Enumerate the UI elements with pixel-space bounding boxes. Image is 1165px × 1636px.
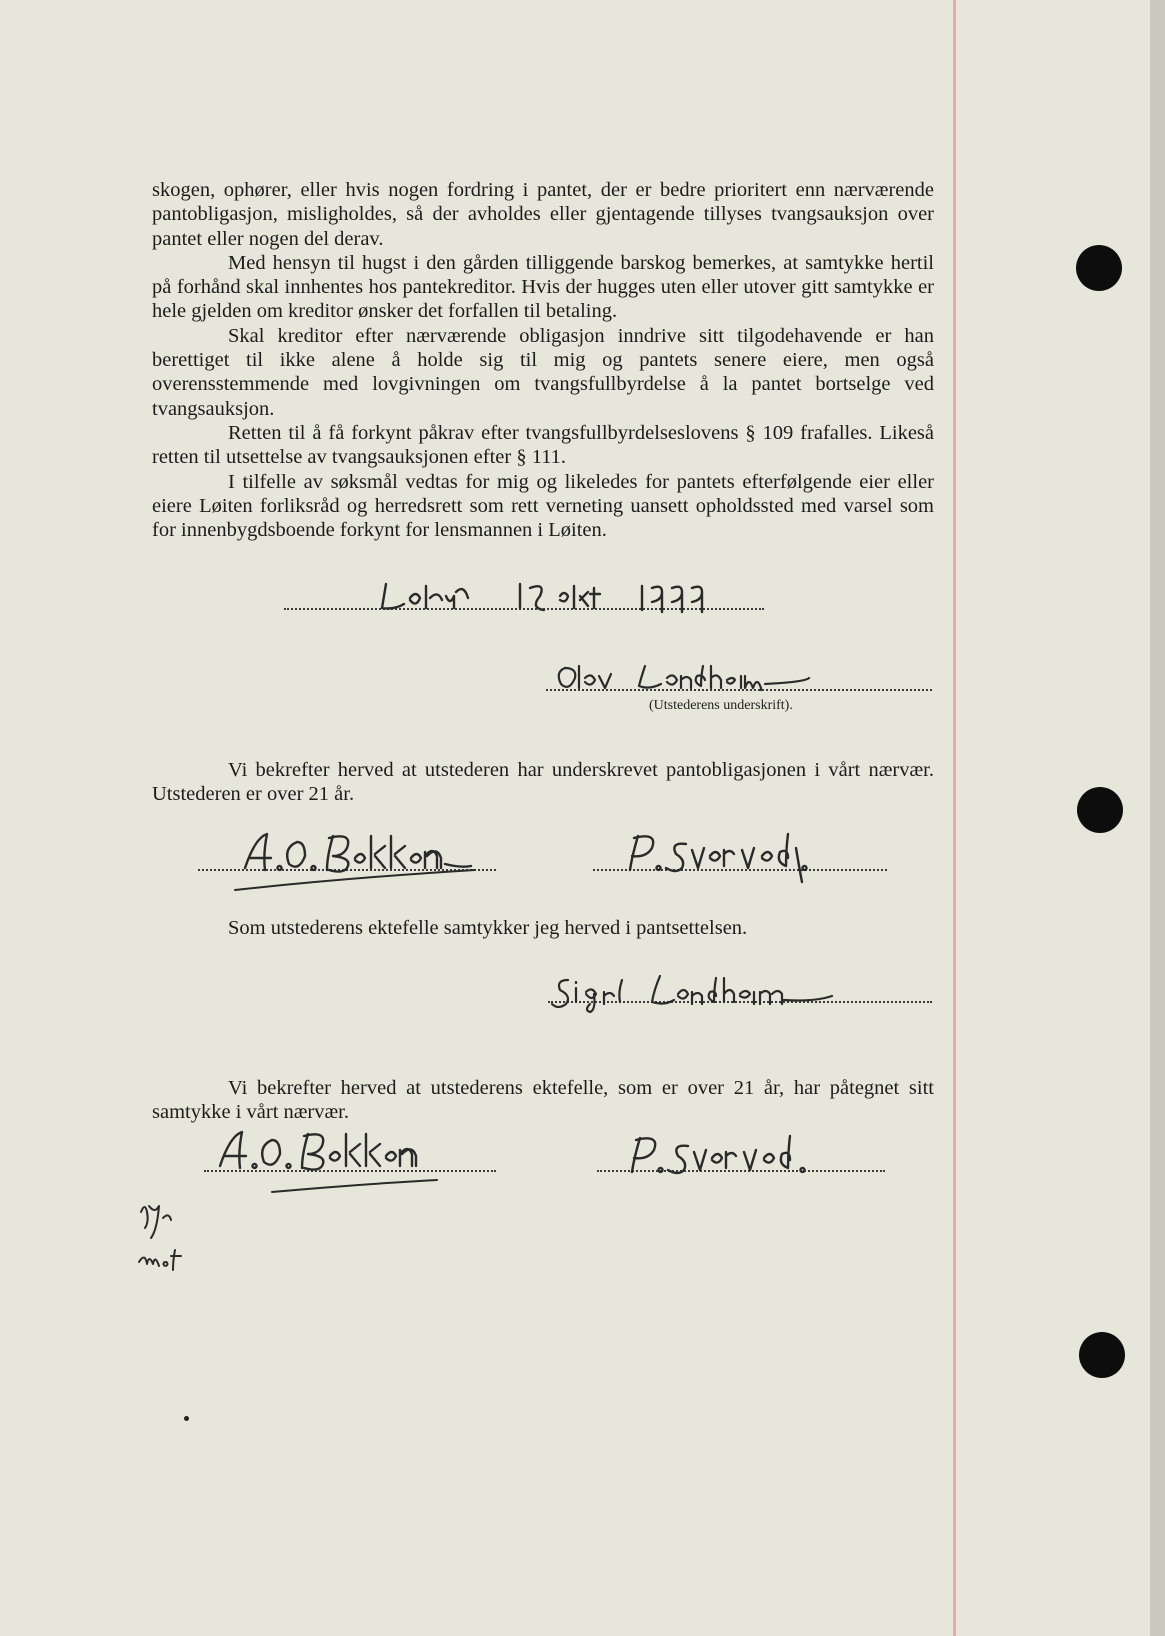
spouse-witness-2-signature (622, 1132, 882, 1176)
ink-dot (184, 1416, 189, 1421)
spouse-consent (152, 916, 934, 940)
witness-1-signature (225, 830, 505, 896)
body-text (152, 178, 934, 542)
paragraph: I tilfelle av søksmål vedtas for mig og likeledes for pantets efterfølgende eier eller eiere Løiten forliksråd og herredsrett som rett verneting uansett opholdssted med varsel som for innenbygdsboende forkynt for lensmannen i Løiten. (152, 470, 934, 542)
paragraph: Retten til å få forkynt påkrav efter tvangsfullbyrdelseslovens § 109 frafalles. Likeså retten til utsettelse av tvangsauksjonen efter § 111. (152, 421, 934, 469)
marginal-notes (135, 1198, 205, 1280)
paragraph: Vi bekrefter herved at utstederens ektefelle, som er over 21 år, har påtegnet sitt samtykke i vårt nærvær. (152, 1077, 934, 1124)
paragraph: Som utstederens ektefelle samtykker jeg herved i pantsettelsen. (228, 917, 748, 939)
spouse-witness-confirmation (152, 1076, 934, 1125)
witness-confirmation (152, 758, 934, 807)
spouse-signature (548, 970, 878, 1014)
paragraph: Skal kreditor efter nærværende obligasjon inndrive sitt tilgodehavende er han berettiget til ikke alene å holde sig til mig og pantets senere eiere, men også overensstemmende med lovgivningen om tvangsfullbyrdelse å la pantet bortselge ved tvangsauksjon. (152, 324, 934, 420)
margin-rule (953, 0, 956, 1636)
spouse-witness-1-signature (212, 1128, 492, 1194)
punch-hole (1077, 787, 1123, 833)
punch-hole (1076, 245, 1122, 291)
place-date-handwriting (380, 578, 750, 618)
issuer-signature (555, 660, 865, 694)
punch-hole (1079, 1332, 1125, 1378)
witness-2-signature (618, 828, 878, 892)
page-edge (1150, 0, 1165, 1636)
paragraph: Med hensyn til hugst i den gården tilliggende barskog bemerkes, at samtykke hertil på forhånd skal innhentes hos pantekreditor. Hvis der hugges uten eller utover gitt samtykke er hele gjelden om kreditor ønsker det forfallen til betaling. (152, 251, 934, 323)
paragraph: Vi bekrefter herved at utstederen har underskrevet pantobligasjonen i vårt nærvær. Utstederen er over 21 år. (152, 759, 934, 806)
issuer-signature-caption: (Utstederens underskrift). (649, 698, 793, 713)
paragraph: skogen, ophører, eller hvis nogen fordring i pantet, der er bedre prioritert enn nærværende pantobligasjon, misligholdes, så der avholdes eller gjentagende tillyses tvangsauksjon over pantet eller nogen del derav. (152, 179, 934, 250)
